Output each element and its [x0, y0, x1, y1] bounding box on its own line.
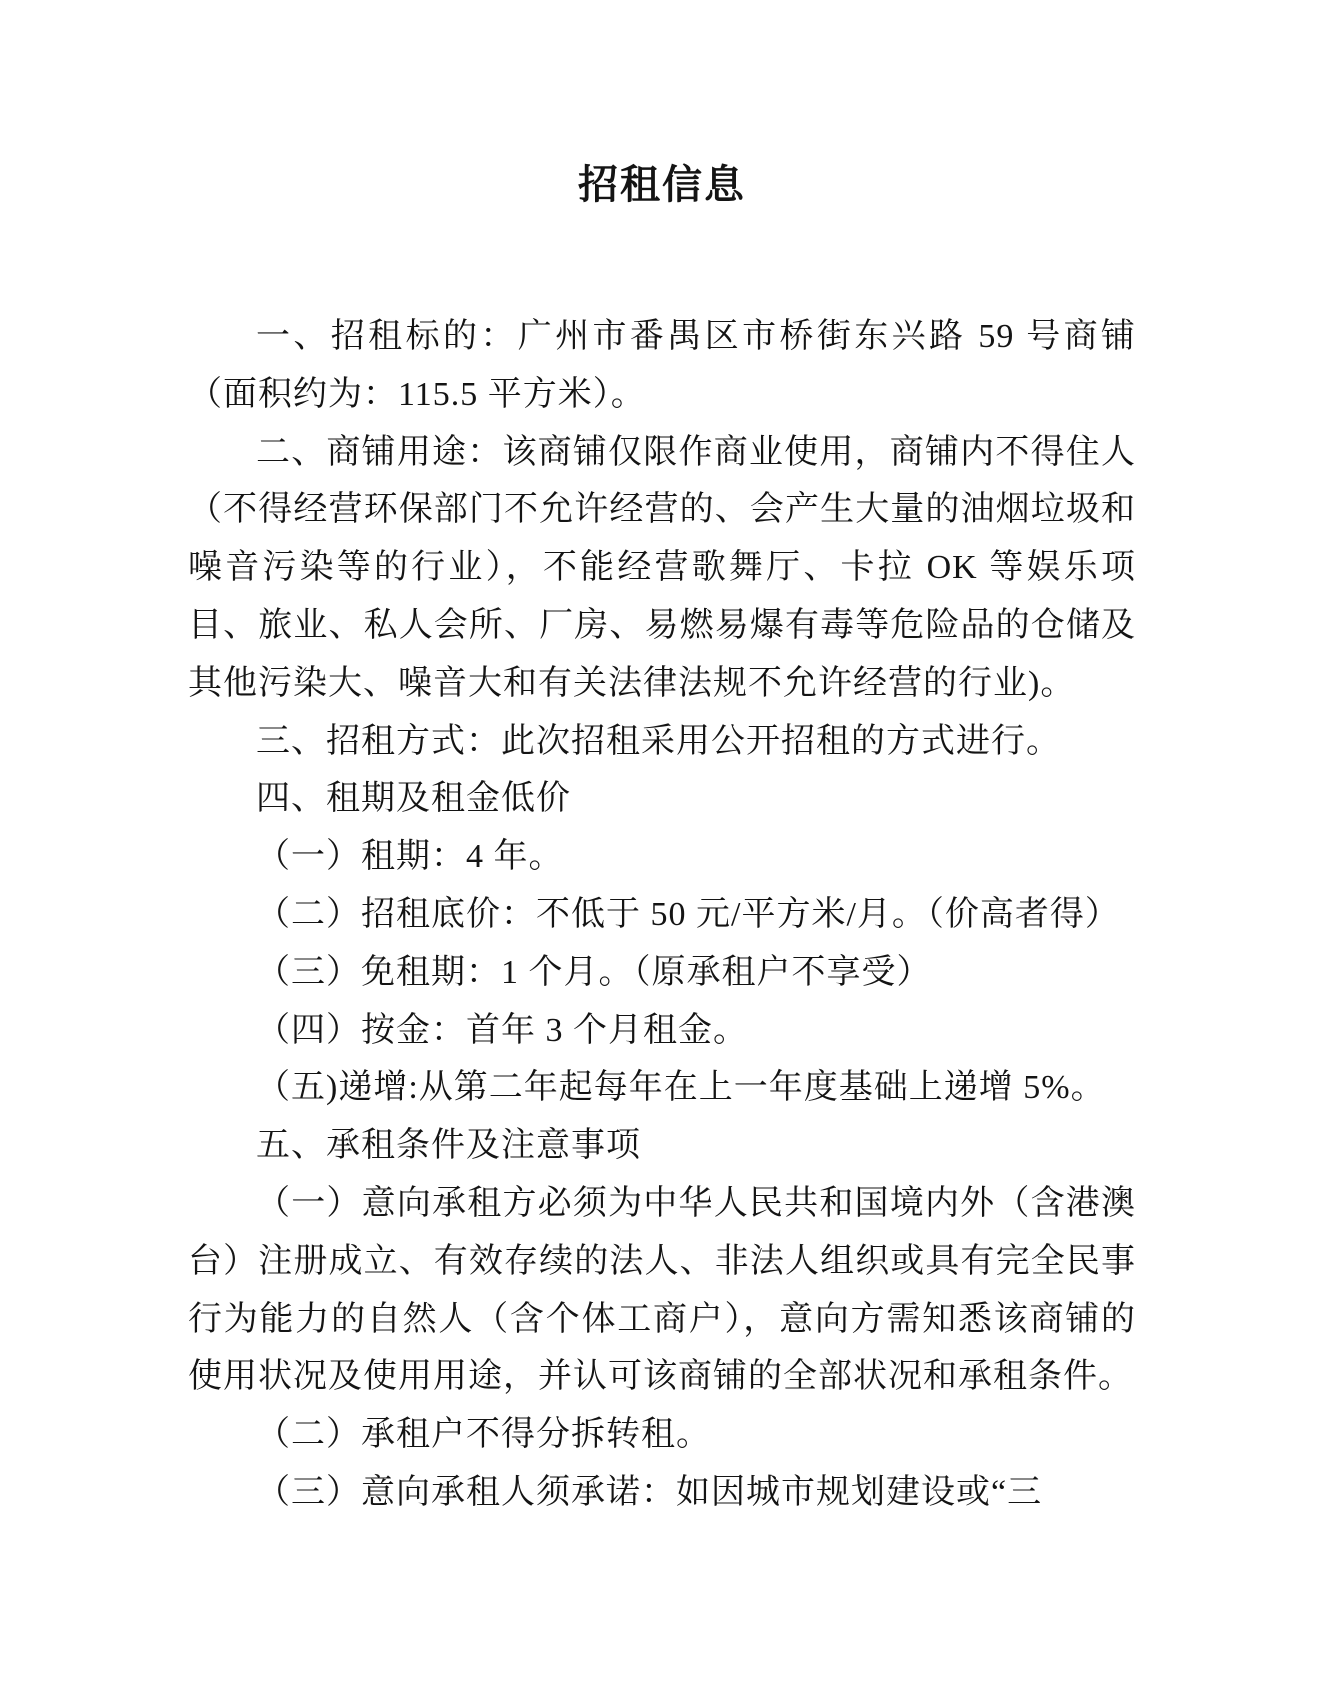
document-body — [188, 308, 1136, 1522]
paragraph-shop-usage: 二、商铺用途：该商铺仅限作商业使用，商铺内不得住人（不得经营环保部门不允许经营的、会产生大量的油烟垃圾和噪音污染等的行业），不能经营歌舞厅、卡拉 OK 等娱乐项目、旅业、私人会所、厂房、易燃易爆有毒等危险品的仓储及其他污染大、噪音大和有关法律法规不允许经营的行业)。 — [188, 433, 1136, 702]
paragraph-no-sublease: （二）承租户不得分拆转租。 — [256, 1416, 711, 1454]
paragraph-conditions-head: 五、承租条件及注意事项 — [256, 1127, 641, 1165]
paragraph-tenant-eligibility: （一）意向承租方必须为中华人民共和国境内外（含港澳台）注册成立、有效存续的法人、非法人组织或具有完全民事行为能力的自然人（含个体工商户），意向方需知悉该商铺的使用状况及使用用途，并认可该商铺的全部状况和承租条件。 — [188, 1184, 1136, 1396]
paragraph-tenant-commitment: （三）意向承租人须承诺：如因城市规划建设或“三 — [256, 1473, 1043, 1511]
paragraph-rental-method: 三、招租方式：此次招租采用公开招租的方式进行。 — [256, 722, 1061, 760]
paragraph-rental-subject: 一、招租标的：广州市番禺区市桥街东兴路 59 号商铺（面积约为：115.5 平方米）。 — [188, 318, 1136, 413]
paragraph-deposit: （四）按金：首年 3 个月租金。 — [256, 1011, 748, 1049]
document-title: 招租信息 — [578, 162, 746, 208]
paragraph-term-and-rent-head: 四、租期及租金低价 — [256, 780, 571, 818]
paragraph-rent-free-period: （三）免租期：1 个月。（原承租户不享受） — [256, 953, 932, 991]
paragraph-rent-increase: （五)递增:从第二年起每年在上一年度基础上递增 5%。 — [256, 1069, 1106, 1107]
paragraph-base-price: （二）招租底价：不低于 50 元/平方米/月。（价高者得） — [256, 895, 1120, 933]
paragraph-lease-term: （一）租期：4 年。 — [256, 838, 564, 876]
